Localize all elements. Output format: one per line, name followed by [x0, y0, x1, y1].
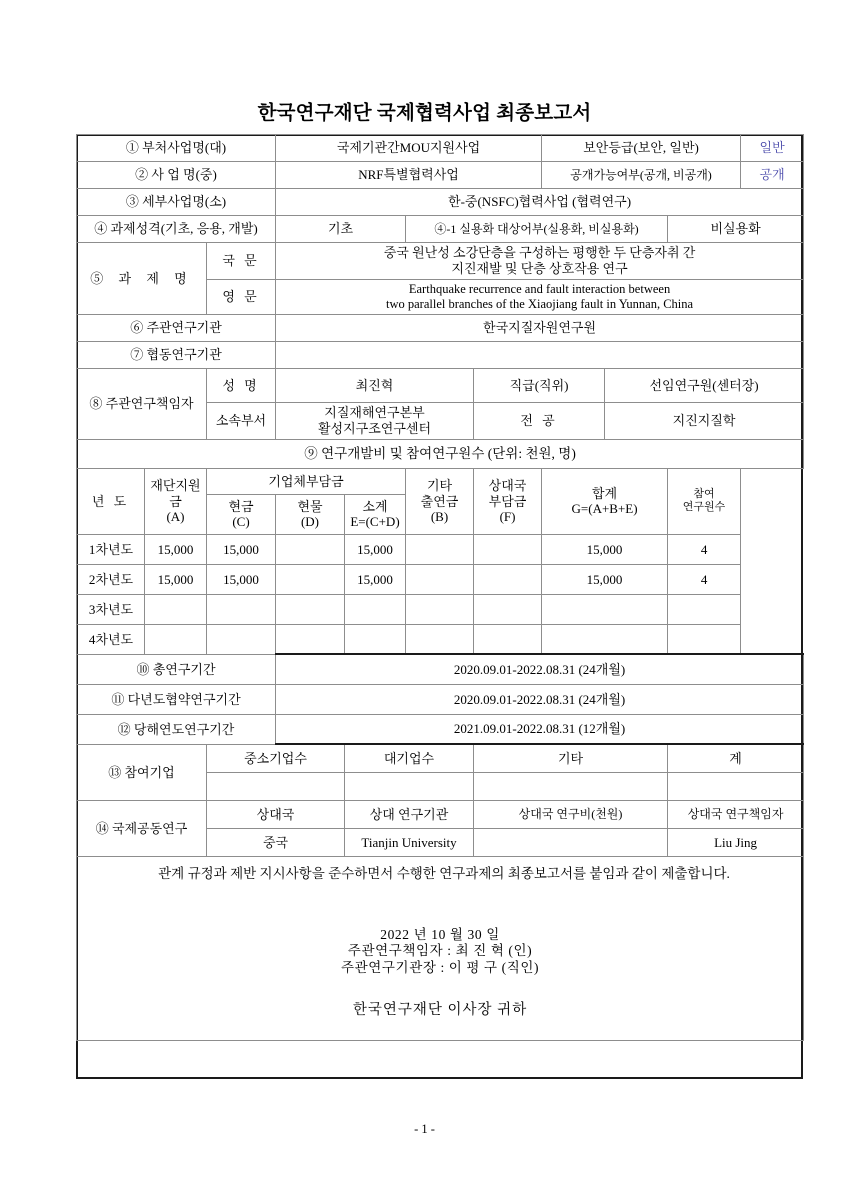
report-cover-table — [76, 134, 804, 1041]
finance-row-n: 4 — [668, 564, 741, 594]
finance-col-partner-f — [474, 468, 542, 534]
finance-row-g — [542, 594, 668, 624]
row8-dept-line1: 지질재해연구본부 — [324, 405, 425, 421]
finance-col-inkind — [276, 494, 345, 534]
finance-row-a: 15,000 — [145, 534, 207, 564]
finance-row-f — [474, 534, 542, 564]
finance-row-g: 15,000 — [542, 564, 668, 594]
finance-row-f — [474, 624, 542, 654]
finance-col-other-b — [406, 468, 474, 534]
row7-label: ⑦ 협동연구기관 — [77, 342, 276, 369]
row10-label: ⑩ 총연구기간 — [77, 654, 276, 684]
finance-row-b — [406, 624, 474, 654]
finance-data-row — [77, 534, 804, 564]
finance-col-partner-l2: 부담금 — [488, 493, 527, 509]
finance-row-c: 15,000 — [207, 534, 276, 564]
signature-closing: 한국연구재단 이사장 귀하 — [352, 1002, 528, 1019]
submission-statement: 관계 규정과 제반 지시사항을 준수하면서 수행한 연구과제의 최종보고서를 붙임과 같이 제출합니다. — [77, 856, 804, 892]
table-row-signature-block — [77, 892, 804, 1040]
finance-row-c: 15,000 — [207, 564, 276, 594]
finance-col-total-l1: 합계 — [591, 485, 618, 501]
row14-header-pi: 상대국 연구책임자 — [668, 800, 804, 828]
row5-kor-value — [276, 243, 804, 280]
finance-row-d — [276, 564, 345, 594]
row8-dept-line2: 활성지구조연구센터 — [317, 421, 432, 437]
table-row-intl-collab-header — [77, 800, 804, 828]
finance-col-year: 년 도 — [77, 468, 145, 534]
row8-major-label: 전 공 — [474, 403, 605, 440]
finance-row-b — [406, 534, 474, 564]
finance-row-a — [145, 594, 207, 624]
finance-row-c — [207, 624, 276, 654]
signature-pi: 주관연구책임자 : 최 진 혁 (인) — [347, 943, 533, 959]
row3-label: ③ 세부사업명(소) — [77, 189, 276, 216]
row5-eng-line1: Earthquake recurrence and fault interaction between — [408, 281, 671, 296]
finance-col-other-l2: 출연금 — [420, 493, 459, 509]
row1-value: 국제기관간MOU지원사업 — [276, 135, 542, 162]
finance-row-year: 3차년도 — [77, 594, 145, 624]
finance-row-g: 15,000 — [542, 534, 668, 564]
row13-header-other: 기타 — [474, 744, 668, 772]
table-row-program-name — [77, 162, 804, 189]
finance-section-title: ⑨ 연구개발비 및 참여연구원수 (단위: 천원, 명) — [77, 439, 804, 468]
row3-value: 한-중(NSFC)협력사업 (협력연구) — [276, 189, 804, 216]
row14-header-funding: 상대국 연구비(천원) — [474, 800, 668, 828]
finance-col-cash — [207, 494, 276, 534]
finance-row-b — [406, 564, 474, 594]
row13-header-total: 계 — [668, 744, 804, 772]
finance-col-subtotal — [345, 494, 406, 534]
row2-value: NRF특별협력사업 — [276, 162, 542, 189]
table-row-pi-name — [77, 369, 804, 403]
row13-value-large — [345, 772, 474, 800]
finance-col-researchers — [668, 468, 741, 534]
row8-label: ⑧ 주관연구책임자 — [77, 369, 207, 440]
table-row-finance-title — [77, 439, 804, 468]
row14-header-country: 상대국 — [207, 800, 345, 828]
finance-col-researchers-l1: 참여 — [693, 488, 715, 501]
finance-row-e — [345, 624, 406, 654]
row8-name-value: 최진혁 — [276, 369, 474, 403]
row12-label: ⑫ 당해연도연구기간 — [77, 714, 276, 744]
row5-eng-value — [276, 279, 804, 315]
finance-row-e: 15,000 — [345, 564, 406, 594]
finance-row-year: 1차년도 — [77, 534, 145, 564]
finance-col-cash-l1: 현금 — [228, 498, 254, 514]
row6-value: 한국지질자원연구원 — [276, 315, 804, 342]
finance-col-total-l2: G=(A+B+E) — [571, 501, 638, 517]
finance-row-d — [276, 594, 345, 624]
finance-col-company-group: 기업체부담금 — [207, 468, 406, 494]
finance-col-other-l3: (B) — [430, 509, 449, 525]
finance-row-f — [474, 594, 542, 624]
signature-date: 2022 년 10 월 30 일 — [380, 926, 500, 942]
row13-value-total — [668, 772, 804, 800]
finance-row-year: 4차년도 — [77, 624, 145, 654]
table-row-current-period — [77, 714, 804, 744]
row4-commercialization-value: 비실용화 — [668, 216, 804, 243]
row2-disclosure-label: 공개가능여부(공개, 비공개) — [542, 162, 741, 189]
finance-row-n: 4 — [668, 534, 741, 564]
row6-label: ⑥ 주관연구기관 — [77, 315, 276, 342]
finance-row-year: 2차년도 — [77, 564, 145, 594]
row5-eng-label: 영 문 — [207, 279, 276, 315]
table-row-statement — [77, 856, 804, 892]
row14-header-institution: 상대 연구기관 — [345, 800, 474, 828]
finance-col-fund-a — [145, 468, 207, 534]
signature-block — [77, 892, 804, 1040]
row13-header-large: 대기업수 — [345, 744, 474, 772]
finance-row-n — [668, 624, 741, 654]
signature-institution-head: 주관연구기관장 : 이 평 구 (직인) — [340, 959, 540, 975]
row10-value: 2020.09.01-2022.08.31 (24개월) — [276, 654, 804, 684]
finance-col-inkind-l2: (D) — [300, 514, 320, 530]
finance-col-total-g — [542, 468, 668, 534]
finance-row-c — [207, 594, 276, 624]
row13-header-sme: 중소기업수 — [207, 744, 345, 772]
finance-col-inkind-l1: 현물 — [297, 498, 323, 514]
row8-dept-value — [276, 403, 474, 440]
row12-value: 2021.09.01-2022.08.31 (12개월) — [276, 714, 804, 744]
row4-value: 기초 — [276, 216, 406, 243]
row7-value — [276, 342, 804, 369]
row5-kor-line1: 중국 원난성 소강단층을 구성하는 평행한 두 단층자취 간 — [383, 245, 696, 260]
finance-data-row — [77, 624, 804, 654]
finance-data-row — [77, 594, 804, 624]
row4-commercialization-label: ④-1 실용화 대상어부(실용화, 비실용화) — [406, 216, 668, 243]
finance-col-cash-l2: (C) — [232, 514, 250, 530]
finance-col-fund-a-l2: (A) — [166, 509, 185, 525]
finance-header-row-1 — [77, 468, 804, 494]
row13-value-sme — [207, 772, 345, 800]
finance-row-e — [345, 594, 406, 624]
finance-row-a — [145, 624, 207, 654]
row11-value: 2020.09.01-2022.08.31 (24개월) — [276, 684, 804, 714]
finance-col-partner-l3: (F) — [499, 509, 516, 525]
finance-col-subtotal-l2: E=(C+D) — [350, 514, 400, 530]
finance-row-g — [542, 624, 668, 654]
row1-label: ① 부처사업명(대) — [77, 135, 276, 162]
row14-value-country: 중국 — [207, 828, 345, 856]
finance-row-a: 15,000 — [145, 564, 207, 594]
row5-kor-line2: 지진재발 및 단층 상호작용 연구 — [451, 260, 628, 276]
finance-row-e: 15,000 — [345, 534, 406, 564]
row8-rank-label: 직급(직위) — [474, 369, 605, 403]
row5-label: ⑤ 과 제 명 — [77, 243, 207, 315]
row14-value-institution: Tianjin University — [345, 828, 474, 856]
table-row-project-title-kor — [77, 243, 804, 280]
page-title: 한국연구재단 국제협력사업 최종보고서 — [257, 103, 592, 124]
table-row-subprogram — [77, 189, 804, 216]
table-row-host-institution — [77, 315, 804, 342]
finance-row-b — [406, 594, 474, 624]
row8-major-value: 지진지질학 — [605, 403, 804, 440]
table-row-total-period — [77, 654, 804, 684]
row1-security-value: 일반 — [741, 135, 804, 162]
row14-value-pi: Liu Jing — [668, 828, 804, 856]
row2-disclosure-value: 공개 — [741, 162, 804, 189]
row8-name-label: 성 명 — [207, 369, 276, 403]
row13-label: ⑬ 참여기업 — [77, 744, 207, 800]
table-row-project-type — [77, 216, 804, 243]
row13-value-other — [474, 772, 668, 800]
row1-security-label: 보안등급(보안, 일반) — [542, 135, 741, 162]
finance-col-researchers-l2: 연구원수 — [682, 501, 726, 514]
finance-row-n — [668, 594, 741, 624]
row2-label: ② 사 업 명(중) — [77, 162, 276, 189]
table-row-coop-institution — [77, 342, 804, 369]
row11-label: ⑪ 다년도협약연구기간 — [77, 684, 276, 714]
row14-label: ⑭ 국제공동연구 — [77, 800, 207, 856]
row5-eng-line2: two parallel branches of the Xiaojiang fault in Yunnan, China — [385, 296, 694, 311]
row8-dept-label: 소속부서 — [207, 403, 276, 440]
row5-kor-label: 국 문 — [207, 243, 276, 280]
finance-row-d — [276, 534, 345, 564]
row14-value-funding — [474, 828, 668, 856]
table-row-participating-companies-header — [77, 744, 804, 772]
finance-row-d — [276, 624, 345, 654]
table-row-department-program — [77, 135, 804, 162]
finance-col-partner-l1: 상대국 — [488, 477, 527, 493]
finance-row-f — [474, 564, 542, 594]
row4-label: ④ 과제성격(기초, 응용, 개발) — [77, 216, 276, 243]
page-number: - 1 - — [414, 1122, 435, 1136]
finance-col-subtotal-l1: 소계 — [362, 498, 388, 514]
row8-rank-value: 선임연구원(센터장) — [605, 369, 804, 403]
table-row-multiyear-period — [77, 684, 804, 714]
finance-data-row — [77, 564, 804, 594]
finance-col-fund-a-l1: 재단지원금 — [150, 477, 201, 509]
finance-col-other-l1: 기타 — [426, 477, 453, 493]
